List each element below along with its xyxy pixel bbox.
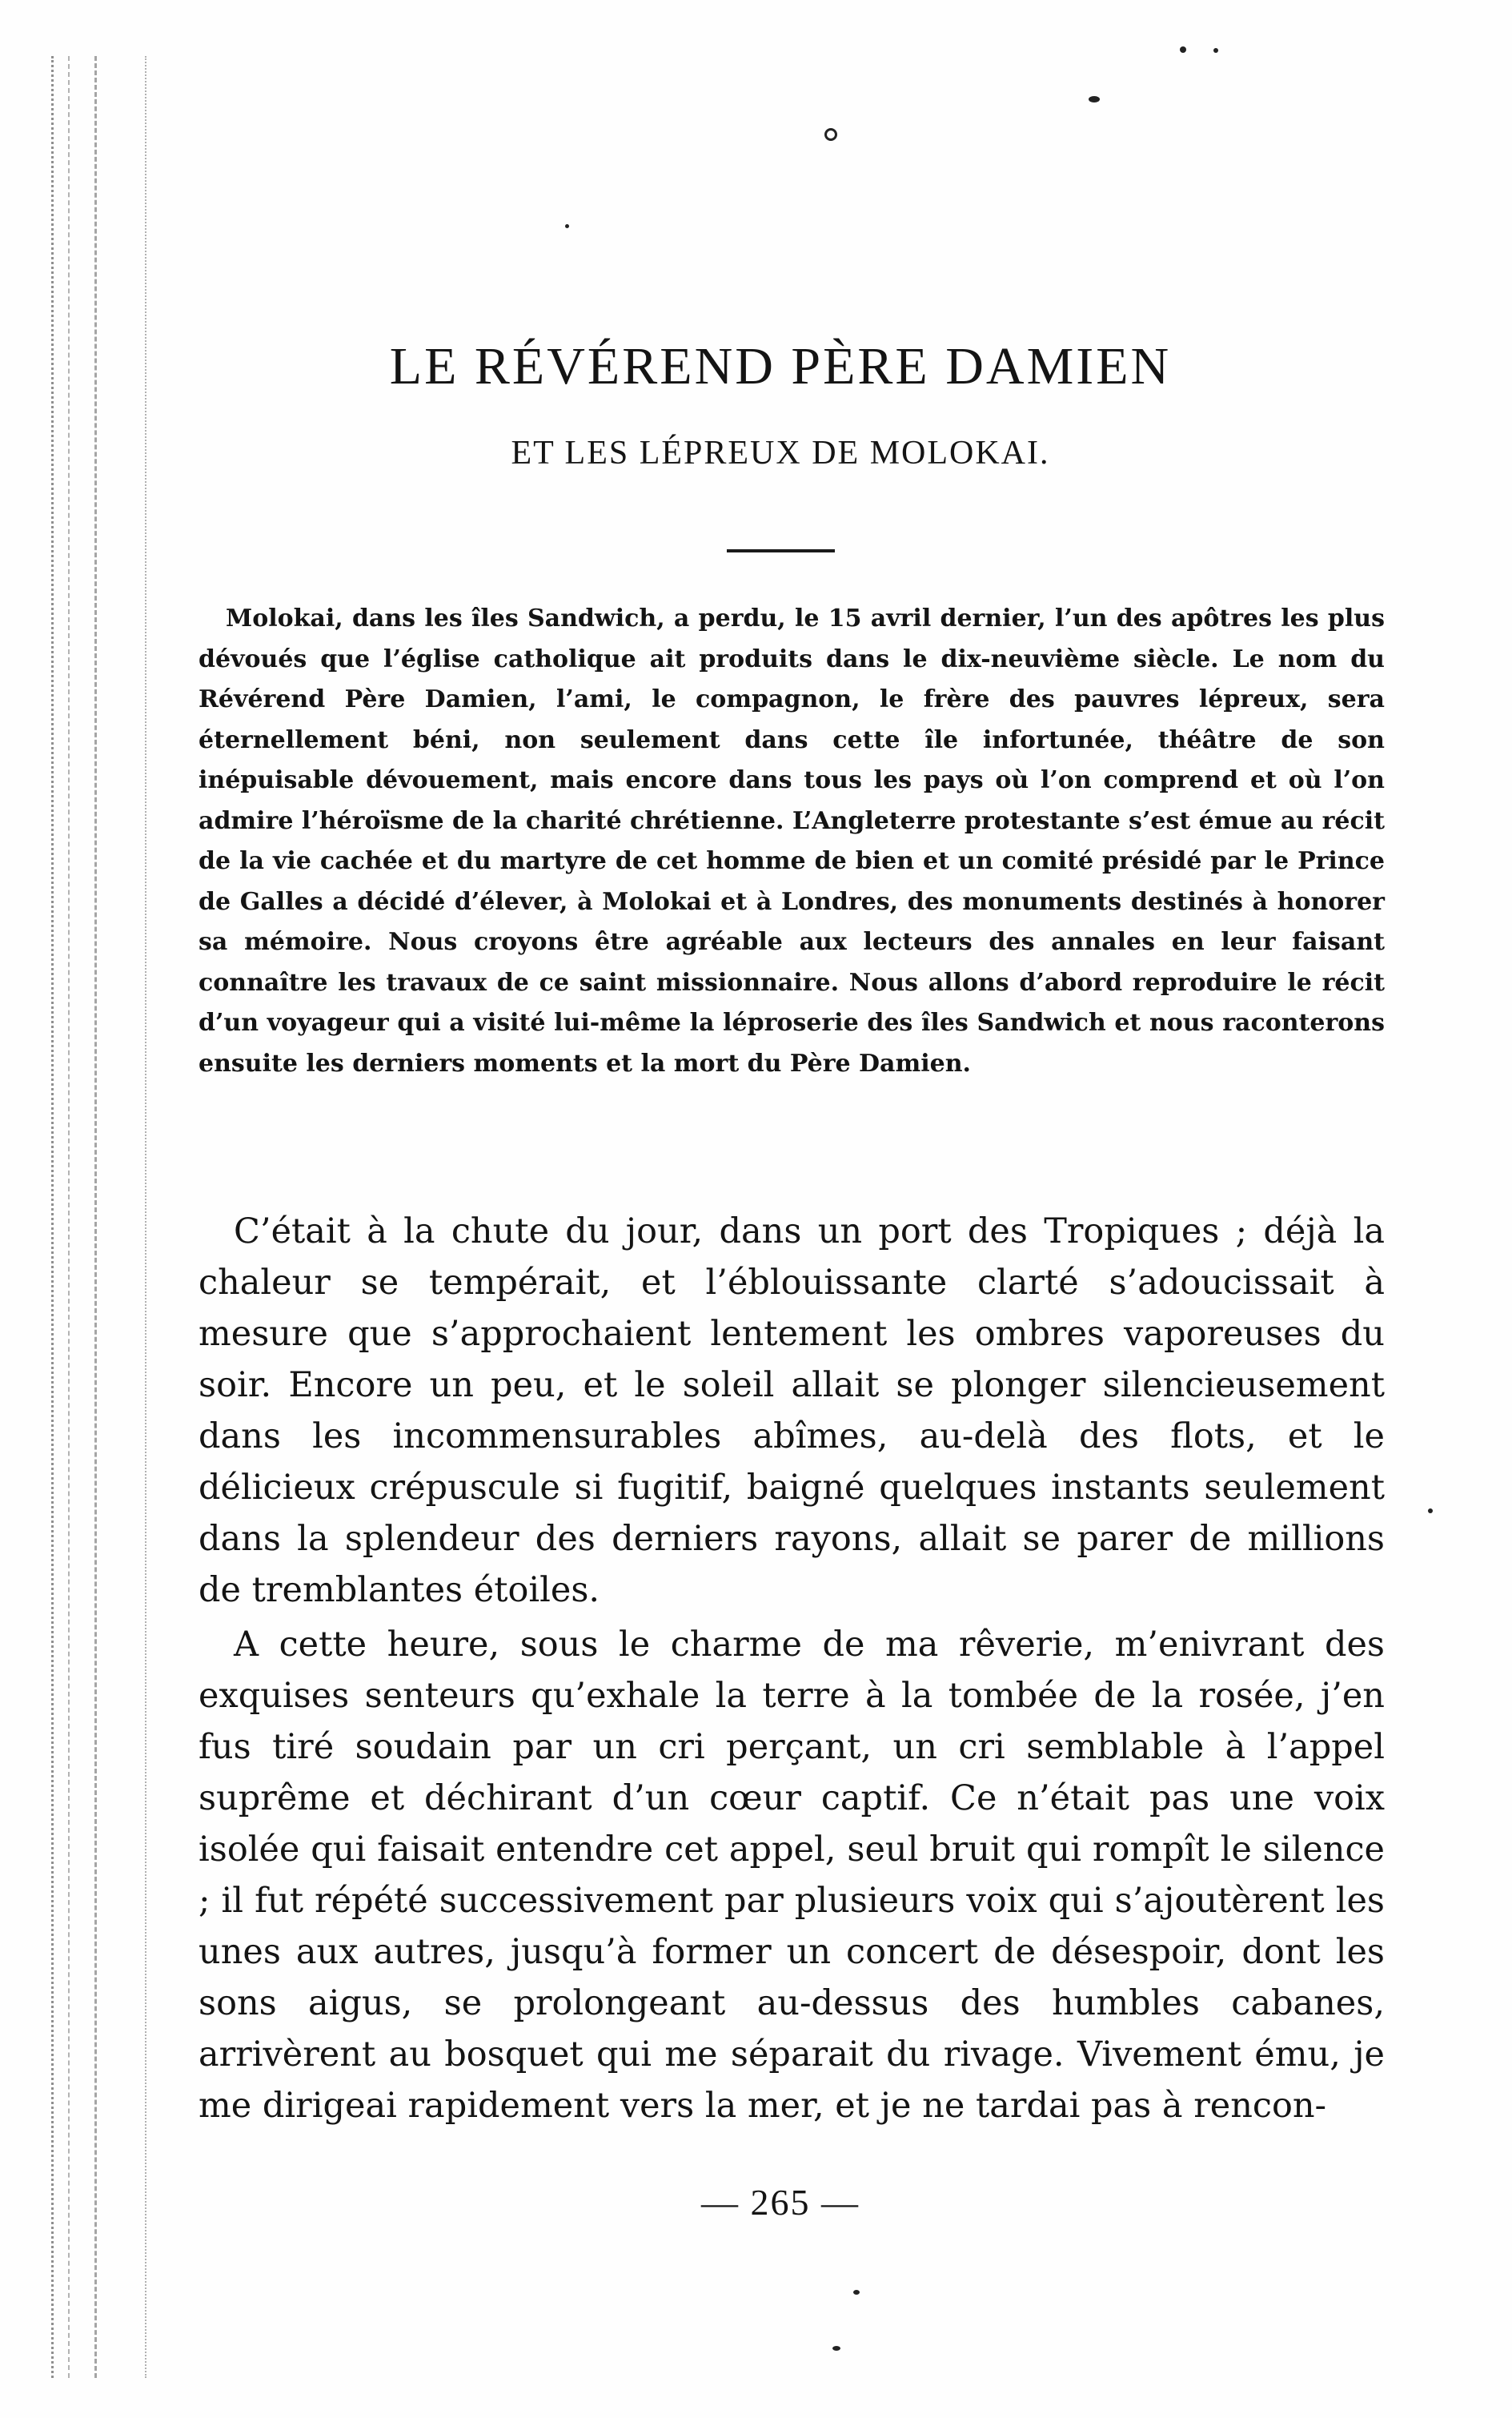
introductory-paragraph: Molokai, dans les îles Sandwich, a perdu, le 15 avril dernier, l’un des apôtres les plus dévoués que l’église catholique ait produits dans le dix-neuvième siècle. Le nom du Révérend Père Damien, l’ami, le compagnon, le frère des pauvres lépreux, sera éternellement béni, non seulement dans cette île infortunée, théâtre de son inépuisable dévouement, mais encore dans tous les pays où l’on comprend et où l’on admire l’héroïsme de la charité chrétienne. L’Angleterre protestante s’est émue au récit de la vie cachée et du martyre de cet homme de bien et un comité présidé par le Prince de Galles a décidé d’élever, à Molokai et à Londres, des monuments destinés à honorer sa mémoire. Nous croyons être agréable aux lecteurs des annales en leur faisant connaître les travaux de ce saint missionnaire. Nous allons d’abord reproduire le récit d’un voyageur qui a visité lui-même la léproserie des îles Sandwich et nous raconterons ensuite les derniers moments et la mort du Père Damien.: [199, 604, 1385, 1078]
article-body: [199, 1206, 1385, 2131]
ink-speck: [832, 2346, 840, 2351]
ink-speck: [1180, 46, 1186, 53]
introductory-note: [199, 599, 1385, 1084]
scan-edge-gutter: [94, 56, 146, 2378]
article-subtitle: ET LES LÉPREUX DE MOLOKAI.: [511, 435, 1050, 472]
ink-speck: [853, 2290, 860, 2295]
scan-edge-shadow: [51, 56, 70, 2378]
body-paragraph-1: C’était à la chute du jour, dans un port des Tropiques ; déjà la chaleur se tempérait, et l’éblouissante clarté s’adoucissait à mesure que s’approchaient lentement les ombres vaporeuses du soir. Encore un peu, et le soleil allait se plonger silencieusement dans les incommensurables abîmes, au-delà des flots, et le délicieux crépuscule si fugitif, baigné quelques instants seulement dans la splendeur des derniers rayons, allait se parer de millions de tremblantes étoiles.: [199, 1211, 1385, 1610]
body-paragraph-2: A cette heure, sous le charme de ma rêverie, m’enivrant des exquises senteurs qu’exhale la terre à la tombée de la rosée, j’en fus tiré soudain par un cri perçant, un cri semblable à l’appel suprême et déchirant d’un cœur captif. Ce n’était pas une voix isolée qui faisait entendre cet appel, seul bruit qui rompît le silence ; il fut répété successivement par plusieurs voix qui s’ajoutèrent les unes aux autres, jusqu’à former un concert de désespoir, dont les sons aigus, se prolongeant au-dessus des humbles cabanes, arrivèrent au bosquet qui me séparait du rivage. Vivement ému, je me dirigeai rapidement vers la mer, et je ne tardai pas à rencon-: [199, 1625, 1385, 2126]
ink-speck: [565, 224, 569, 228]
title-divider: [727, 549, 835, 552]
ink-speck: [1213, 48, 1218, 53]
article-title: LE RÉVÉREND PÈRE DAMIEN: [389, 337, 1172, 396]
ink-speck: [824, 128, 837, 141]
page-number: — 265 —: [701, 2182, 860, 2223]
ink-speck: [1089, 96, 1100, 102]
ink-speck: [1428, 1508, 1433, 1513]
